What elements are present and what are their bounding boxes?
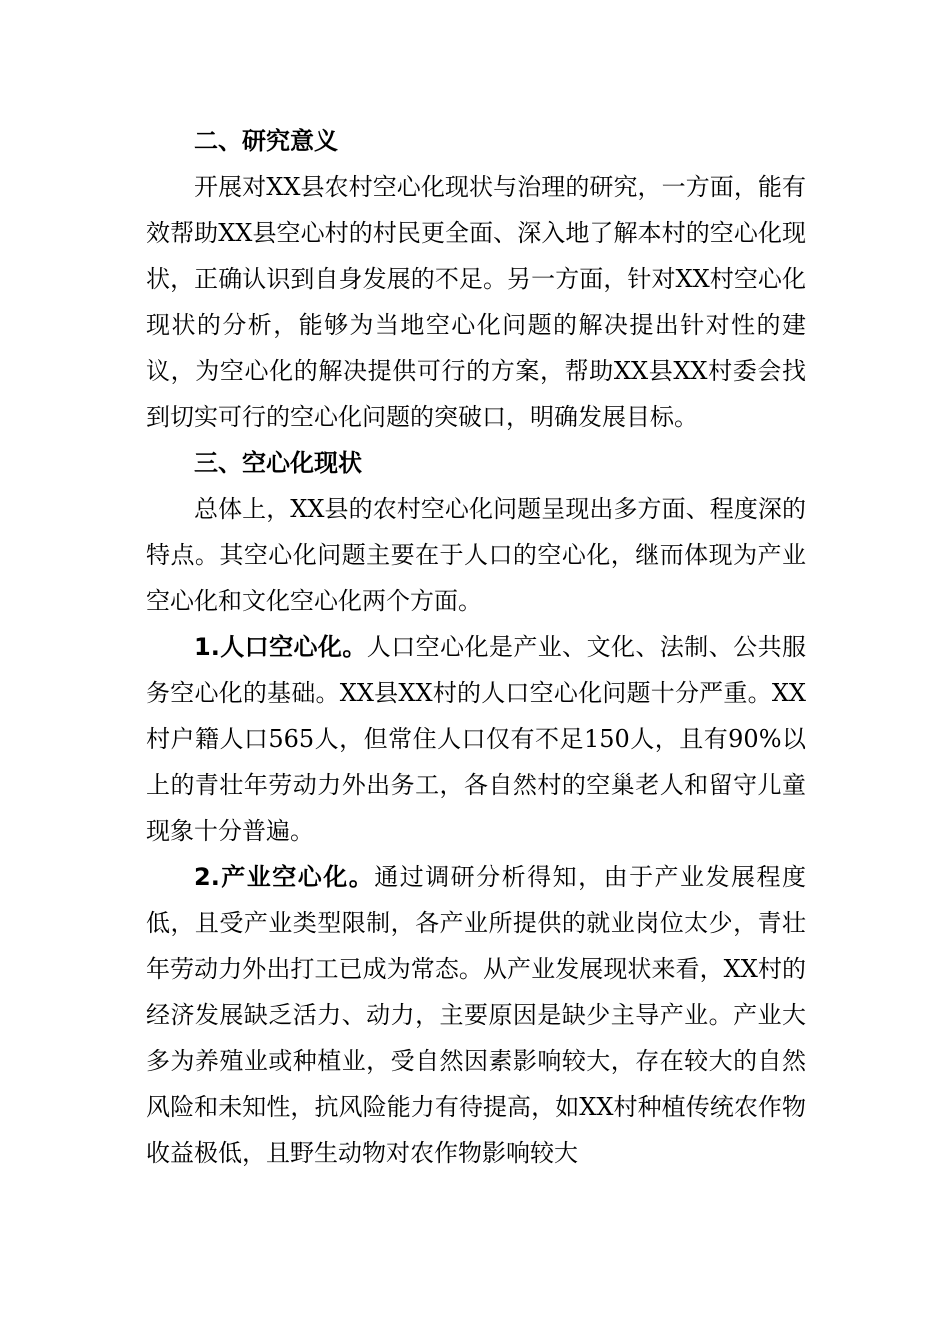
paragraph-significance	[146, 164, 806, 440]
paragraph-population-hollowing	[146, 624, 806, 854]
paragraph-status-overview	[146, 486, 806, 624]
paragraph-text: 人口空心化是产业、文化、法制、公共服务空心化的基础。XX县XX村的人口空心化问题十分严重。XX村户籍人口565人，但常住人口仅有不足150人，且有90%以上的青壮年劳动力外出务工，各自然村的空巢老人和留守儿童现象十分普遍。	[146, 633, 807, 845]
paragraph-lead: 1.人口空心化。	[194, 633, 367, 661]
section-heading-status: 三、空心化现状	[194, 449, 362, 477]
paragraph-text: 开展对XX县农村空心化现状与治理的研究，一方面，能有效帮助XX县空心村的村民更全面、深入地了解本村的空心化现状，正确认识到自身发展的不足。另一方面，针对XX村空心化现状的分析，能够为当地空心化问题的解决提出针对性的建议，为空心化的解决提供可行的方案，帮助XX县XX村委会找到切实可行的空心化问题的突破口，明确发展目标。	[146, 173, 806, 431]
paragraph-text: 通过调研分析得知，由于产业发展程度低，且受产业类型限制，各产业所提供的就业岗位太少，青壮年劳动力外出打工已成为常态。从产业发展现状来看，XX村的经济发展缺乏活力、动力，主要原因是缺少主导产业。产业大多为养殖业或种植业，受自然因素影响较大，存在较大的自然风险和未知性，抗风险能力有待提高，如XX村种植传统农作物收益极低，且野生动物对农作物影响较大	[146, 863, 806, 1167]
section-heading-significance: 二、研究意义	[194, 127, 338, 155]
paragraph-text: 总体上，XX县的农村空心化问题呈现出多方面、程度深的特点。其空心化问题主要在于人口的空心化，继而体现为产业空心化和文化空心化两个方面。	[146, 495, 806, 615]
document-body	[146, 118, 806, 1176]
paragraph-lead: 2.产业空心化。	[194, 863, 375, 891]
paragraph-industry-hollowing	[146, 854, 806, 1176]
